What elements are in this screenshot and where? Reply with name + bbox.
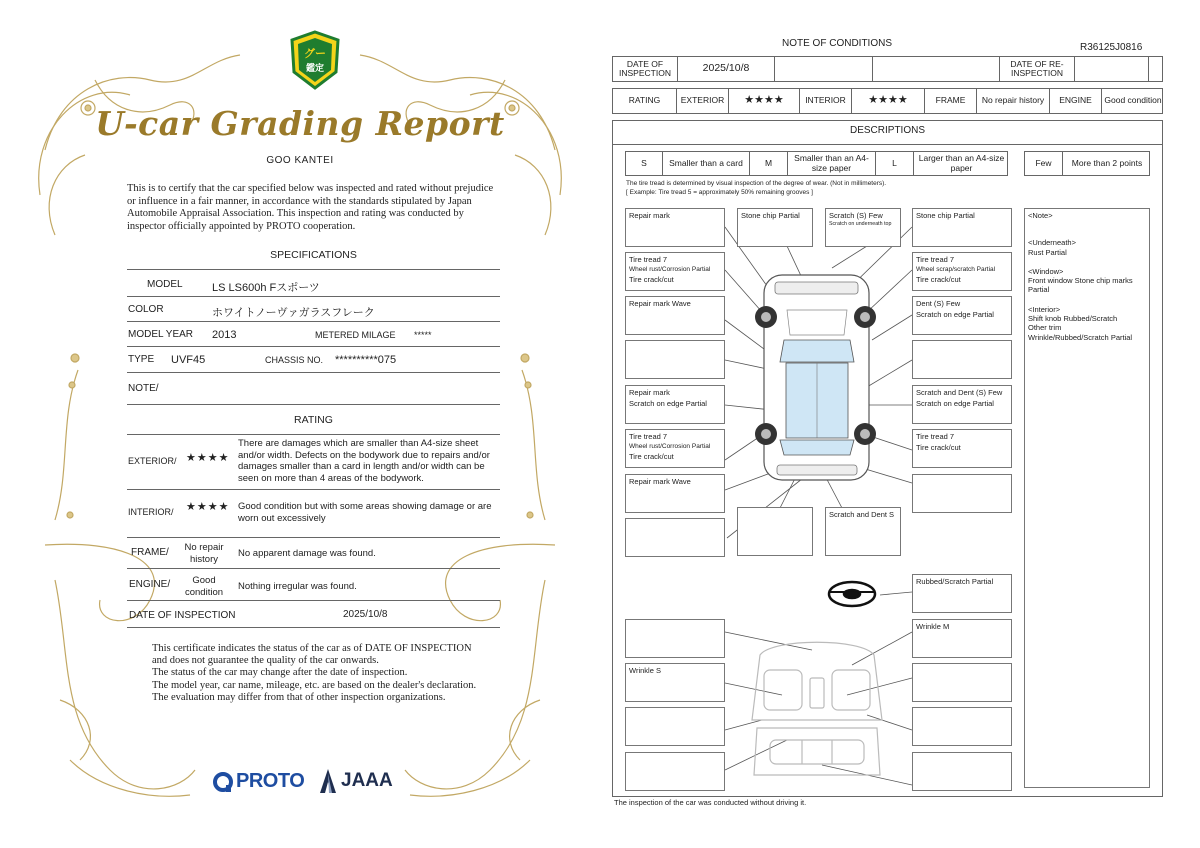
damage-box	[737, 507, 813, 556]
legend-m-desc: Smaller than an A4-size paper	[788, 152, 876, 175]
damage-box	[737, 208, 813, 247]
date-of-inspection-label: DATE OF INSPECTION	[613, 57, 678, 81]
damage-box	[912, 474, 1012, 513]
damage-text: Scratch and Dent (S) Few	[916, 388, 1003, 397]
damage-box	[625, 474, 725, 513]
divider	[127, 296, 500, 297]
tire-tread-note	[626, 180, 886, 197]
rating-row	[612, 88, 1163, 114]
divider	[612, 144, 1163, 145]
model-year-value: 2013	[212, 329, 237, 341]
frame-label: FRAME	[925, 89, 977, 113]
damage-text: Scratch on underneath top	[829, 221, 892, 227]
legend-m: M	[750, 152, 788, 175]
svg-text:鑑定: 鑑定	[305, 64, 325, 74]
damage-text: Dent (S) Few	[916, 299, 961, 308]
legend-few-desc: More than 2 points	[1071, 157, 1143, 168]
divider	[127, 269, 500, 270]
date-of-reinspection-value	[1075, 57, 1149, 81]
damage-text: Scratch on edge Partial	[916, 310, 994, 319]
divider	[127, 568, 500, 569]
exterior-stars: ★★★★	[186, 452, 230, 464]
damage-text: Stone chip Partial	[916, 211, 975, 220]
jaaa-logo-icon	[318, 768, 338, 794]
steering-wheel-icon	[829, 582, 875, 606]
inspection-date-row	[612, 56, 1163, 82]
model-label: MODEL	[147, 279, 183, 290]
blank-cell	[1149, 57, 1164, 81]
car-interior-front-view	[752, 642, 882, 720]
interior-label: INTERIOR/	[128, 507, 174, 517]
few-legend	[1024, 151, 1150, 176]
damage-box	[912, 707, 1012, 746]
window-note: Front window Stone chip marks Partial	[1028, 276, 1133, 295]
underneath-heading: <Underneath>	[1028, 238, 1076, 248]
legend-l-desc: Larger than an A4-size paper	[918, 153, 1005, 173]
metered-mileage-label: METERED MILAGE	[315, 330, 396, 340]
note-label: NOTE/	[128, 383, 159, 394]
divider	[127, 404, 500, 405]
damage-box	[625, 340, 725, 379]
rating-label: RATING	[613, 89, 677, 113]
divider	[127, 321, 500, 322]
blank-cell	[873, 57, 1000, 81]
interior-stars: ★★★★	[186, 501, 230, 513]
window-heading: <Window>	[1028, 266, 1064, 276]
damage-text: Repair mark Wave	[629, 477, 691, 486]
damage-text: Wrinkle S	[629, 666, 661, 675]
damage-text: Tire crack/cut	[916, 443, 961, 452]
date-of-inspection-value: 2025/10/8	[343, 609, 388, 620]
damage-text: Wrinkle M	[916, 622, 950, 631]
exterior-label: EXTERIOR/	[128, 456, 177, 466]
interior-description: Good condition but with some areas showing damage or are worn out excessively	[238, 501, 492, 524]
damage-text: Scratch on edge Partial	[916, 399, 994, 408]
tire-tread-example: [ Example: Tire tread 5 = approximately 50% remaining grooves ]	[626, 188, 813, 196]
damage-text: Repair mark	[629, 211, 670, 220]
chassis-label: CHASSIS NO.	[265, 355, 324, 365]
damage-text: Repair mark	[629, 388, 670, 397]
car-interior-rear-view	[754, 728, 880, 775]
divider	[127, 346, 500, 347]
damage-box	[625, 296, 725, 335]
damage-box	[625, 429, 725, 468]
model-year-label: MODEL YEAR	[128, 329, 194, 340]
damage-text: Tire tread 7	[916, 255, 955, 264]
metered-mileage-value: *****	[414, 330, 432, 340]
engine-description: Nothing irregular was found.	[238, 581, 357, 592]
damage-box	[912, 429, 1012, 468]
proto-logo-text: PROTO	[236, 770, 305, 792]
damage-box	[912, 385, 1012, 424]
color-value: ホワイトノーヴァガラスフレーク	[212, 307, 375, 319]
note-of-conditions-title: NOTE OF CONDITIONS	[782, 38, 892, 49]
damage-box	[912, 296, 1012, 335]
damage-text: Wheel scrap/scratch Partial	[916, 266, 996, 273]
damage-box	[625, 208, 725, 247]
damage-text: Repair mark Wave	[629, 299, 691, 308]
certificate-subtitle: GOO KANTEI	[266, 155, 334, 166]
damage-box	[912, 208, 1012, 247]
divider	[127, 537, 500, 538]
damage-box	[912, 663, 1012, 702]
damage-box	[825, 507, 901, 556]
color-label: COLOR	[128, 304, 164, 315]
frame-description: No apparent damage was found.	[238, 548, 376, 559]
damage-box	[912, 252, 1012, 291]
damage-text: Tire tread 7	[916, 432, 955, 441]
goo-kantei-badge-icon	[288, 30, 342, 92]
descriptions-heading: DESCRIPTIONS	[849, 125, 925, 136]
damage-text: Scratch and Dent S	[829, 510, 895, 519]
certificate-disclaimer: This certificate indicates the status of the car as of DATE OF INSPECTION and does not guarantee the quality of the car onwards. The status of the car may change after the date of inspection. The model year, car name, mileage, etc. are based on the dealer's declaration. The evaluation may differ from that of other inspection organizations.	[152, 643, 477, 703]
damage-box	[912, 340, 1012, 379]
inspection-footer-note: The inspection of the car was conducted without driving it.	[614, 798, 807, 807]
type-label: TYPE	[128, 354, 155, 365]
underneath-note: Rust Partial	[1028, 247, 1067, 257]
legend-s: S	[626, 152, 663, 175]
divider	[127, 489, 500, 490]
legend-l: L	[876, 152, 914, 175]
engine-label: ENGINE/	[129, 579, 171, 590]
damage-text: Rubbed/Scratch Partial	[916, 577, 994, 586]
damage-text: Tire crack/cut	[916, 275, 961, 284]
reference-number: R36125J0816	[1080, 42, 1143, 53]
blank-cell	[775, 57, 873, 81]
interior-heading: <Interior>	[1028, 304, 1061, 314]
damage-box	[625, 707, 725, 746]
exterior-label: EXTERIOR	[677, 89, 729, 113]
chassis-value: **********075	[335, 354, 397, 366]
divider	[127, 600, 500, 601]
frame-value: No repair history	[184, 542, 224, 565]
date-of-inspection-value: 2025/10/8	[678, 57, 775, 81]
damage-text: Scratch on edge Partial	[629, 399, 707, 408]
frame-label: FRAME/	[131, 547, 169, 558]
note-heading: <Note>	[1028, 211, 1053, 220]
damage-text: Scratch (S) Few	[829, 211, 883, 220]
damage-box	[625, 619, 725, 658]
tire-tread-note-line: The tire tread is determined by visual inspection of the degree of wear. (Not in millimeters).	[626, 180, 887, 187]
damage-box	[625, 518, 725, 557]
interior-stars: ★★★★	[852, 89, 925, 113]
model-value: LS LS600h Fスポーツ	[212, 282, 320, 294]
damage-text: Stone chip Partial	[741, 211, 800, 220]
damage-text: Tire tread 7	[629, 432, 668, 441]
frame-value: No repair history	[977, 89, 1050, 113]
damage-text: Tire crack/cut	[629, 452, 674, 461]
certificate-intro: This is to certify that the car specified below was inspected and rated without prejudice or influence in a fair manner, in accordance with the standards stipulated by Japan Automobile Appraisal Association. This inspection and rating was conducted by inspector officially appointed by PROTO cooperation.	[127, 183, 494, 233]
engine-value: Good condition	[1104, 95, 1162, 106]
car-top-view	[764, 275, 869, 480]
damage-box	[825, 208, 901, 247]
engine-label: ENGINE	[1050, 89, 1102, 113]
legend-few: Few	[1025, 152, 1063, 175]
exterior-stars: ★★★★	[729, 89, 800, 113]
damage-box	[912, 574, 1012, 613]
specifications-heading: SPECIFICATIONS	[270, 249, 357, 261]
size-legend	[625, 151, 1008, 176]
date-of-reinspection-label: DATE OF RE-INSPECTION	[1000, 57, 1075, 81]
jaaa-logo-text: JAAA	[341, 770, 393, 791]
damage-box	[625, 385, 725, 424]
damage-text: Wheel rust/Corrosion Partial	[629, 266, 711, 273]
damage-box	[912, 752, 1012, 791]
proto-logo-icon	[212, 771, 234, 793]
type-value: UVF45	[171, 354, 206, 366]
exterior-description: There are damages which are smaller than A4-size sheet and/or width. Defects on the bodywork due to repairs and/or damages smaller than a card in length and/or width can be seen on more than 4 areas of the bodywork.	[238, 438, 490, 484]
damage-text: Tire crack/cut	[629, 275, 674, 284]
note-panel	[1024, 208, 1150, 788]
divider	[127, 627, 500, 628]
damage-text: Tire tread 7	[629, 255, 668, 264]
interior-note: Shift knob Rubbed/Scratch Other trim Wrinkle/Rubbed/Scratch Partial	[1028, 314, 1133, 342]
engine-value: Good condition	[184, 575, 224, 598]
damage-text: Wheel rust/Corrosion Partial	[629, 443, 711, 450]
damage-box	[625, 663, 725, 702]
date-of-inspection-label: DATE OF INSPECTION	[129, 610, 236, 621]
divider	[127, 434, 500, 435]
rating-heading: RATING	[294, 414, 333, 426]
damage-box	[625, 252, 725, 291]
divider	[127, 372, 500, 373]
damage-box	[912, 619, 1012, 658]
svg-text:グー: グー	[304, 47, 326, 60]
legend-s-desc: Smaller than a card	[663, 152, 750, 175]
certificate-title: U-car Grading Report	[95, 104, 505, 143]
interior-label: INTERIOR	[800, 89, 852, 113]
damage-box	[625, 752, 725, 791]
